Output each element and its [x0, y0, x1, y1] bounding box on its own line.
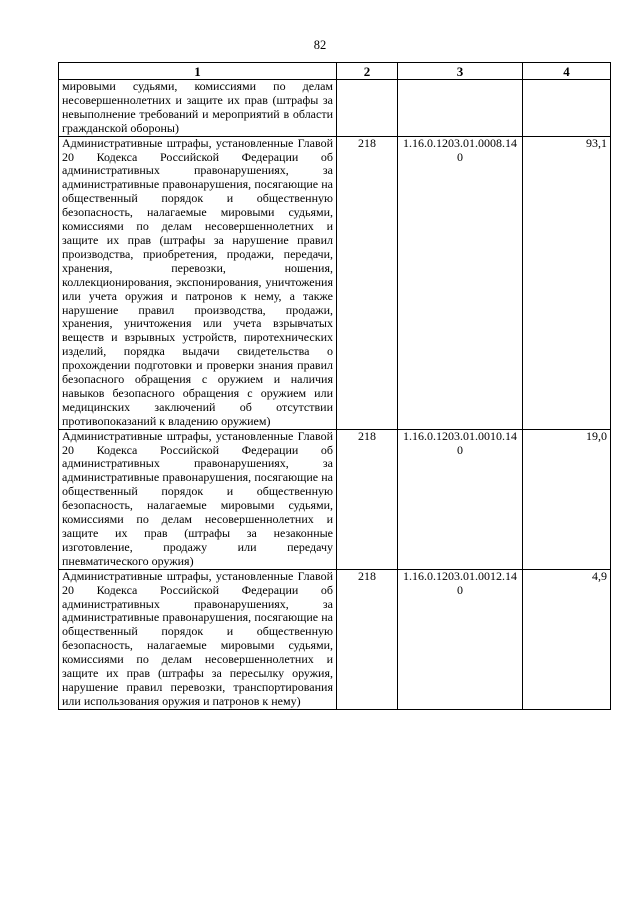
row-kbk-code	[398, 80, 523, 137]
row-admin-code: 218	[337, 569, 398, 709]
row-amount: 4,9	[523, 569, 611, 709]
row-description: Административные штрафы, установленные Главой 20 Кодекса Российской Федерации об административных правонарушениях, за административные правонарушения, посягающие на общественный порядок и общественную безопасность, налагаемые мировыми судьями, комиссиями по делам несовершеннолетних и защите их прав (штрафы за пересылку оружия, нарушение правил перевозки, транспортирования или использования оружия и патронов к нему)	[59, 569, 337, 709]
revenue-table	[58, 62, 611, 710]
column-header-description: 1	[59, 63, 337, 80]
row-admin-code: 218	[337, 429, 398, 569]
page-number: 82	[313, 38, 327, 52]
row-amount: 93,1	[523, 136, 611, 429]
table-row	[59, 80, 611, 137]
column-header-admin-code: 2	[337, 63, 398, 80]
row-admin-code	[337, 80, 398, 137]
row-kbk-code: 1.16.0.1203.01.0010.140	[398, 429, 523, 569]
column-header-kbk-code: 3	[398, 63, 523, 80]
row-description: Административные штрафы, установленные Главой 20 Кодекса Российской Федерации об административных правонарушениях, за административные правонарушения, посягающие на общественный порядок и общественную безопасность, налагаемые мировыми судьями, комиссиями по делам несовершеннолетних и защите их прав (штрафы за незаконные изготовление, продажу или передачу пневматического оружия)	[59, 429, 337, 569]
row-description: Административные штрафы, установленные Главой 20 Кодекса Российской Федерации об административных правонарушениях, за административные правонарушения, посягающие на общественный порядок и общественную безопасность, налагаемые мировыми судьями, комиссиями по делам несовершеннолетних и защите их прав (штрафы за нарушение правил производства, приобретения, продажи, передачи, хранения, перевозки, ношения, коллекционирования, экспонирования, уничтожения или учета оружия и патронов к нему, а также нарушение правил производства, продажи, хранения, уничтожения или учета взрывчатых веществ и взрывных устройств, пиротехнических изделий, порядка выдачи свидетельства о прохождении подготовки и проверки знания правил безопасного обращения с оружием и наличия навыков безопасного обращения с оружием или медицинских заключений об отсутствии противопоказаний к владению оружием)	[59, 136, 337, 429]
row-kbk-code: 1.16.0.1203.01.0008.140	[398, 136, 523, 429]
row-amount: 19,0	[523, 429, 611, 569]
row-amount	[523, 80, 611, 137]
row-description: мировыми судьями, комиссиями по делам несовершеннолетних и защите их прав (штрафы за невыполнение требований и мероприятий в области гражданской обороны)	[59, 80, 337, 137]
column-header-amount: 4	[523, 63, 611, 80]
row-kbk-code: 1.16.0.1203.01.0012.140	[398, 569, 523, 709]
table-header-row	[59, 63, 611, 80]
row-admin-code: 218	[337, 136, 398, 429]
table-row	[59, 136, 611, 429]
table-row	[59, 429, 611, 569]
table-row	[59, 569, 611, 709]
